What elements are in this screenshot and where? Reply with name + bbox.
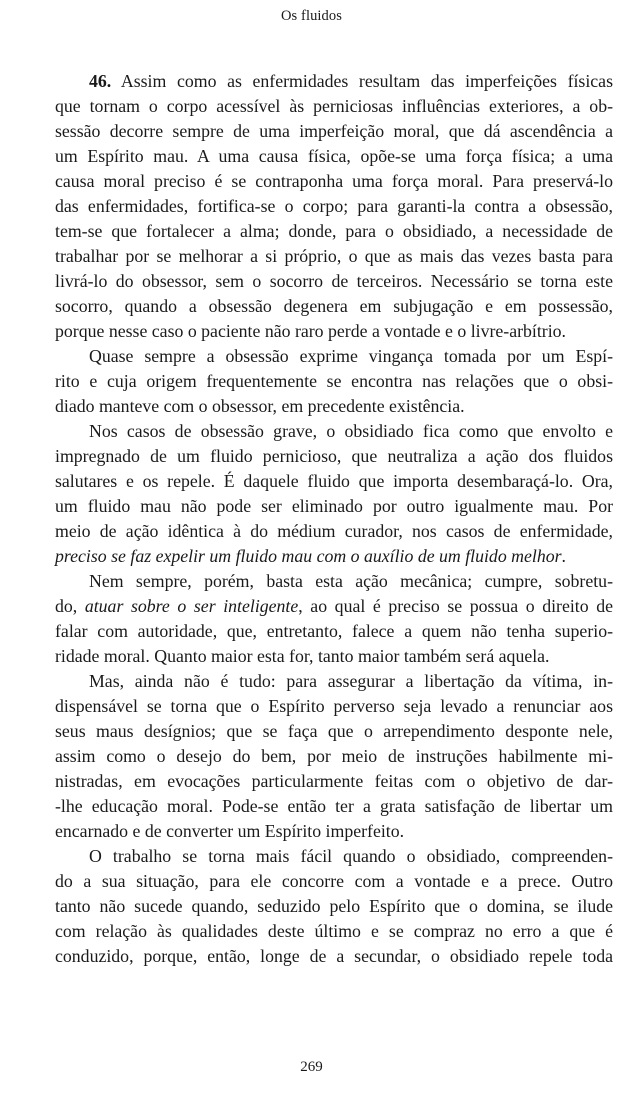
running-header: Os fluidos: [280, 8, 343, 24]
paragraph-line: porque nesse caso o paciente não raro perde a vontade e o livre-arbítrio.: [55, 321, 566, 341]
paragraph-line: Quase sempre a obsessão exprime vingança tomada por um Espí-: [89, 346, 613, 366]
paragraph-line: nistradas, em evocações particularmente feitas com o objetivo de dar-: [55, 771, 613, 791]
paragraph-line: 46. Assim como as enfermidades resultam das imperfeições físicas: [89, 71, 613, 91]
paragraph-line: um Espírito mau. A uma causa física, opõe-se uma força física; a uma: [55, 146, 613, 166]
italic-phrase: atuar sobre o ser inteligente: [84, 596, 299, 616]
paragraph-line: dispensável se torna que o Espírito perverso seja levado a renunciar aos: [55, 696, 613, 716]
paragraph-line: seus maus desígnios; que se faça que o arrependimento desponte nele,: [55, 721, 613, 741]
paragraph-line: rito e cuja origem frequentemente se encontra nas relações que o obsi-: [55, 371, 613, 391]
paragraph-line: Nos casos de obsessão grave, o obsidiado fica como que envolto e: [89, 421, 613, 441]
paragraph-line: encarnado e de converter um Espírito imperfeito.: [55, 821, 405, 841]
paragraph-line: Mas, ainda não é tudo: para assegurar a libertação da vítima, in-: [89, 671, 613, 691]
paragraph-line: livrá-lo do obsessor, sem o socorro de terceiros. Necessário se torna este: [55, 271, 613, 291]
paragraph-line: salutares e os repele. É daquele fluido que importa desembaraçá-lo. Ora,: [55, 471, 613, 491]
paragraph-line: ridade moral. Quanto maior esta for, tanto maior também será aquela.: [55, 646, 550, 666]
italic-phrase: preciso se faz expelir um fluido mau com o auxílio de um fluido melhor: [55, 546, 562, 566]
paragraph-line: causa moral preciso é se contraponha uma força moral. Para preservá-lo: [55, 171, 613, 191]
paragraph-line: sessão decorre sempre de uma imperfeição moral, que dá ascendência a: [55, 121, 613, 141]
paragraph-line: meio de ação idêntica à do médium curador, nos casos de enfermidade,: [55, 521, 613, 541]
paragraph-line: com relação às qualidades deste último e se compraz no erro a que é: [55, 921, 613, 941]
paragraph-line: Nem sempre, porém, basta esta ação mecânica; cumpre, sobretu-: [89, 571, 613, 591]
body-text: [55, 69, 613, 969]
paragraph-line: -lhe educação moral. Pode-se então ter a grata satisfação de libertar um: [55, 796, 613, 816]
page-number: 269: [300, 1059, 323, 1075]
paragraph-line: assim como o desejo do bem, por meio de instruções habilmente mi-: [55, 746, 613, 766]
paragraph-line: tanto não sucede quando, seduzido pelo Espírito que o domina, se ilude: [55, 896, 613, 916]
paragraph-line: impregnado de um fluido pernicioso, que neutraliza a ação dos fluidos: [55, 446, 613, 466]
paragraph-line: preciso se faz expelir um fluido mau com o auxílio de um fluido melhor.: [55, 546, 566, 566]
paragraph-line: tem-se que fortalecer a alma; donde, para o obsidiado, a necessidade de: [55, 221, 613, 241]
paragraph-line: das enfermidades, fortifica-se o corpo; para garanti-la contra a obsessão,: [55, 196, 613, 216]
paragraph-line: diado manteve com o obsessor, em precedente existência.: [55, 396, 465, 416]
paragraph-line: O trabalho se torna mais fácil quando o obsidiado, compreenden-: [89, 846, 613, 866]
paragraph-line: falar com autoridade, que, entretanto, falece a quem não tenha superio-: [55, 621, 613, 641]
section-number: 46.: [89, 71, 112, 91]
paragraph-line: do, atuar sobre o ser inteligente, ao qual é preciso se possua o direito de: [55, 596, 613, 616]
paragraph-line: trabalhar por se melhorar a si próprio, o que as mais das vezes basta para: [55, 246, 613, 266]
paragraph-line: socorro, quando a obsessão degenera em subjugação e em possessão,: [55, 296, 613, 316]
paragraph-line: conduzido, porque, então, longe de a secundar, o obsidiado repele toda: [55, 946, 613, 966]
paragraph-line: um fluido mau não pode ser eliminado por outro igualmente mau. Por: [55, 496, 613, 516]
paragraph-line: que tornam o corpo acessível às perniciosas influências exteriores, a ob-: [55, 96, 613, 116]
paragraph-line: do a sua situação, para ele concorre com a vontade e a prece. Outro: [55, 871, 613, 891]
